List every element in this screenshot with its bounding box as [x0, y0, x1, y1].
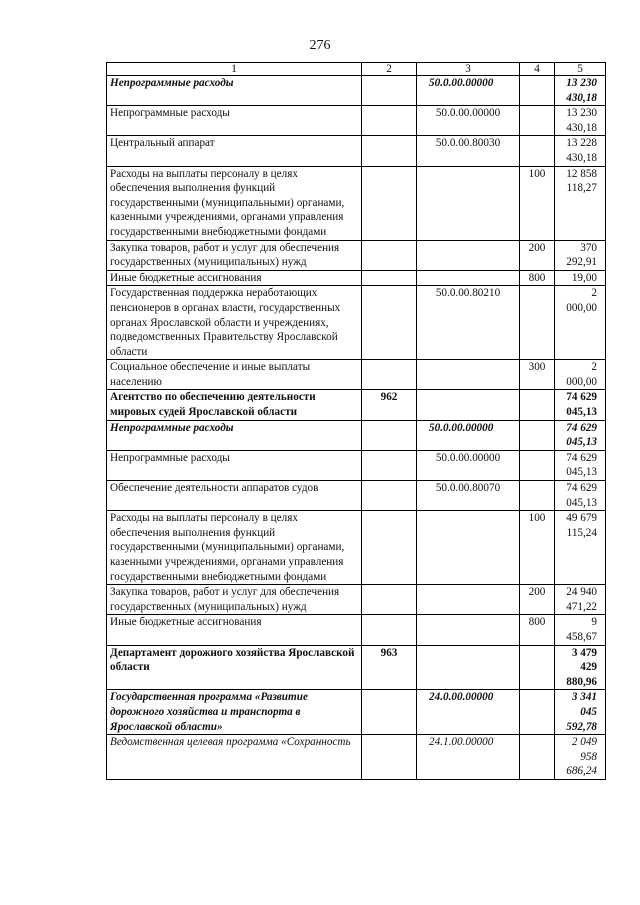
cell-sum: 13 230 430,18	[555, 106, 606, 136]
cell-sum: 12 858 118,27	[555, 166, 606, 240]
page-number: 276	[309, 38, 331, 53]
cell-vr: 200	[520, 585, 555, 615]
cell-sum: 3 341 045 592,78	[555, 690, 606, 735]
cell-grbs	[362, 735, 417, 780]
table-row	[107, 360, 606, 390]
cell-vr	[520, 450, 555, 480]
cell-grbs	[362, 450, 417, 480]
cell-name: Непрограммные расходы	[107, 450, 362, 480]
cell-name: Государственная программа «Развитие дорожного хозяйства и транспорта в Ярославской области»	[107, 690, 362, 735]
cell-csr: 50.0.00.80210	[417, 286, 520, 360]
cell-sum: 74 629 045,13	[555, 481, 606, 511]
cell-csr	[417, 270, 520, 286]
cell-name: Обеспечение деятельности аппаратов судов	[107, 481, 362, 511]
cell-csr	[417, 585, 520, 615]
header-cell-vr: 4	[520, 63, 555, 76]
cell-vr: 300	[520, 360, 555, 390]
cell-name: Непрограммные расходы	[107, 106, 362, 136]
cell-sum: 24 940 471,22	[555, 585, 606, 615]
header-cell-name: 1	[107, 63, 362, 76]
cell-vr: 800	[520, 615, 555, 645]
cell-grbs	[362, 690, 417, 735]
cell-name: Государственная поддержка неработающих пенсионеров в органах власти, государственных органах Ярославской области и учреждениях, подведомственных Правительству Ярославской области	[107, 286, 362, 360]
table-row	[107, 645, 606, 690]
cell-name: Закупка товаров, работ и услуг для обеспечения государственных (муниципальных) нужд	[107, 240, 362, 270]
cell-csr	[417, 390, 520, 420]
cell-grbs	[362, 360, 417, 390]
cell-sum: 49 679 115,24	[555, 511, 606, 585]
table-row	[107, 286, 606, 360]
cell-vr: 200	[520, 240, 555, 270]
cell-name: Непрограммные расходы	[107, 76, 362, 106]
cell-name: Иные бюджетные ассигнования	[107, 615, 362, 645]
table-header-row	[107, 63, 606, 76]
cell-csr	[417, 645, 520, 690]
cell-vr	[520, 390, 555, 420]
cell-sum: 9 458,67	[555, 615, 606, 645]
cell-sum: 2 000,00	[555, 286, 606, 360]
cell-vr	[520, 286, 555, 360]
cell-grbs	[362, 481, 417, 511]
header-cell-grbs: 2	[362, 63, 417, 76]
table-row	[107, 76, 606, 106]
cell-vr	[520, 106, 555, 136]
table-row	[107, 136, 606, 166]
cell-vr	[520, 690, 555, 735]
table-row	[107, 615, 606, 645]
cell-csr: 50.0.00.00000	[417, 76, 520, 106]
cell-csr: 50.0.00.80030	[417, 136, 520, 166]
cell-name: Центральный аппарат	[107, 136, 362, 166]
cell-csr: 24.1.00.00000	[417, 735, 520, 780]
cell-sum: 19,00	[555, 270, 606, 286]
table-row	[107, 106, 606, 136]
cell-grbs	[362, 615, 417, 645]
cell-vr	[520, 76, 555, 106]
cell-vr: 100	[520, 166, 555, 240]
cell-sum: 2 049 958 686,24	[555, 735, 606, 780]
cell-grbs	[362, 270, 417, 286]
cell-name: Закупка товаров, работ и услуг для обеспечения государственных (муниципальных) нужд	[107, 585, 362, 615]
cell-csr	[417, 166, 520, 240]
cell-sum: 13 228 430,18	[555, 136, 606, 166]
table-row	[107, 390, 606, 420]
cell-grbs: 963	[362, 645, 417, 690]
cell-sum: 2 000,00	[555, 360, 606, 390]
cell-csr	[417, 615, 520, 645]
table-row	[107, 420, 606, 450]
cell-csr	[417, 511, 520, 585]
cell-vr	[520, 420, 555, 450]
cell-grbs	[362, 106, 417, 136]
cell-sum: 13 230 430,18	[555, 76, 606, 106]
cell-name: Расходы на выплаты персоналу в целях обеспечения выполнения функций государственными (муниципальными) органами, казенными учреждениями, органами управления государственными внебюджетными фондами	[107, 166, 362, 240]
table-row	[107, 450, 606, 480]
table-row	[107, 270, 606, 286]
cell-vr	[520, 481, 555, 511]
cell-sum: 74 629 045,13	[555, 450, 606, 480]
cell-name: Агентство по обеспечению деятельности мировых судей Ярославской области	[107, 390, 362, 420]
table-row	[107, 585, 606, 615]
cell-vr	[520, 136, 555, 166]
cell-csr: 50.0.00.00000	[417, 450, 520, 480]
cell-csr: 50.0.00.00000	[417, 420, 520, 450]
cell-csr: 50.0.00.00000	[417, 106, 520, 136]
cell-grbs	[362, 136, 417, 166]
cell-vr	[520, 645, 555, 690]
cell-sum: 74 629 045,13	[555, 420, 606, 450]
cell-sum: 370 292,91	[555, 240, 606, 270]
table-row	[107, 240, 606, 270]
cell-name: Департамент дорожного хозяйства Ярославской области	[107, 645, 362, 690]
cell-grbs	[362, 585, 417, 615]
cell-name: Социальное обеспечение и иные выплаты населению	[107, 360, 362, 390]
cell-vr	[520, 735, 555, 780]
table-row	[107, 481, 606, 511]
cell-grbs: 962	[362, 390, 417, 420]
header-cell-csr: 3	[417, 63, 520, 76]
cell-name: Иные бюджетные ассигнования	[107, 270, 362, 286]
cell-sum: 74 629 045,13	[555, 390, 606, 420]
table-row	[107, 690, 606, 735]
budget-table	[106, 62, 606, 780]
table-row	[107, 511, 606, 585]
cell-name: Ведомственная целевая программа «Сохранность	[107, 735, 362, 780]
cell-csr	[417, 360, 520, 390]
cell-csr: 24.0.00.00000	[417, 690, 520, 735]
cell-grbs	[362, 166, 417, 240]
cell-sum: 3 479 429 880,96	[555, 645, 606, 690]
cell-grbs	[362, 240, 417, 270]
cell-vr: 100	[520, 511, 555, 585]
table-row	[107, 735, 606, 780]
cell-name: Непрограммные расходы	[107, 420, 362, 450]
cell-csr	[417, 240, 520, 270]
cell-csr: 50.0.00.80070	[417, 481, 520, 511]
table-row	[107, 166, 606, 240]
cell-grbs	[362, 286, 417, 360]
cell-name: Расходы на выплаты персоналу в целях обеспечения выполнения функций государственными (муниципальными) органами, казенными учреждениями, органами управления государственными внебюджетными фондами	[107, 511, 362, 585]
cell-grbs	[362, 511, 417, 585]
cell-vr: 800	[520, 270, 555, 286]
cell-grbs	[362, 76, 417, 106]
cell-grbs	[362, 420, 417, 450]
header-cell-sum: 5	[555, 63, 606, 76]
